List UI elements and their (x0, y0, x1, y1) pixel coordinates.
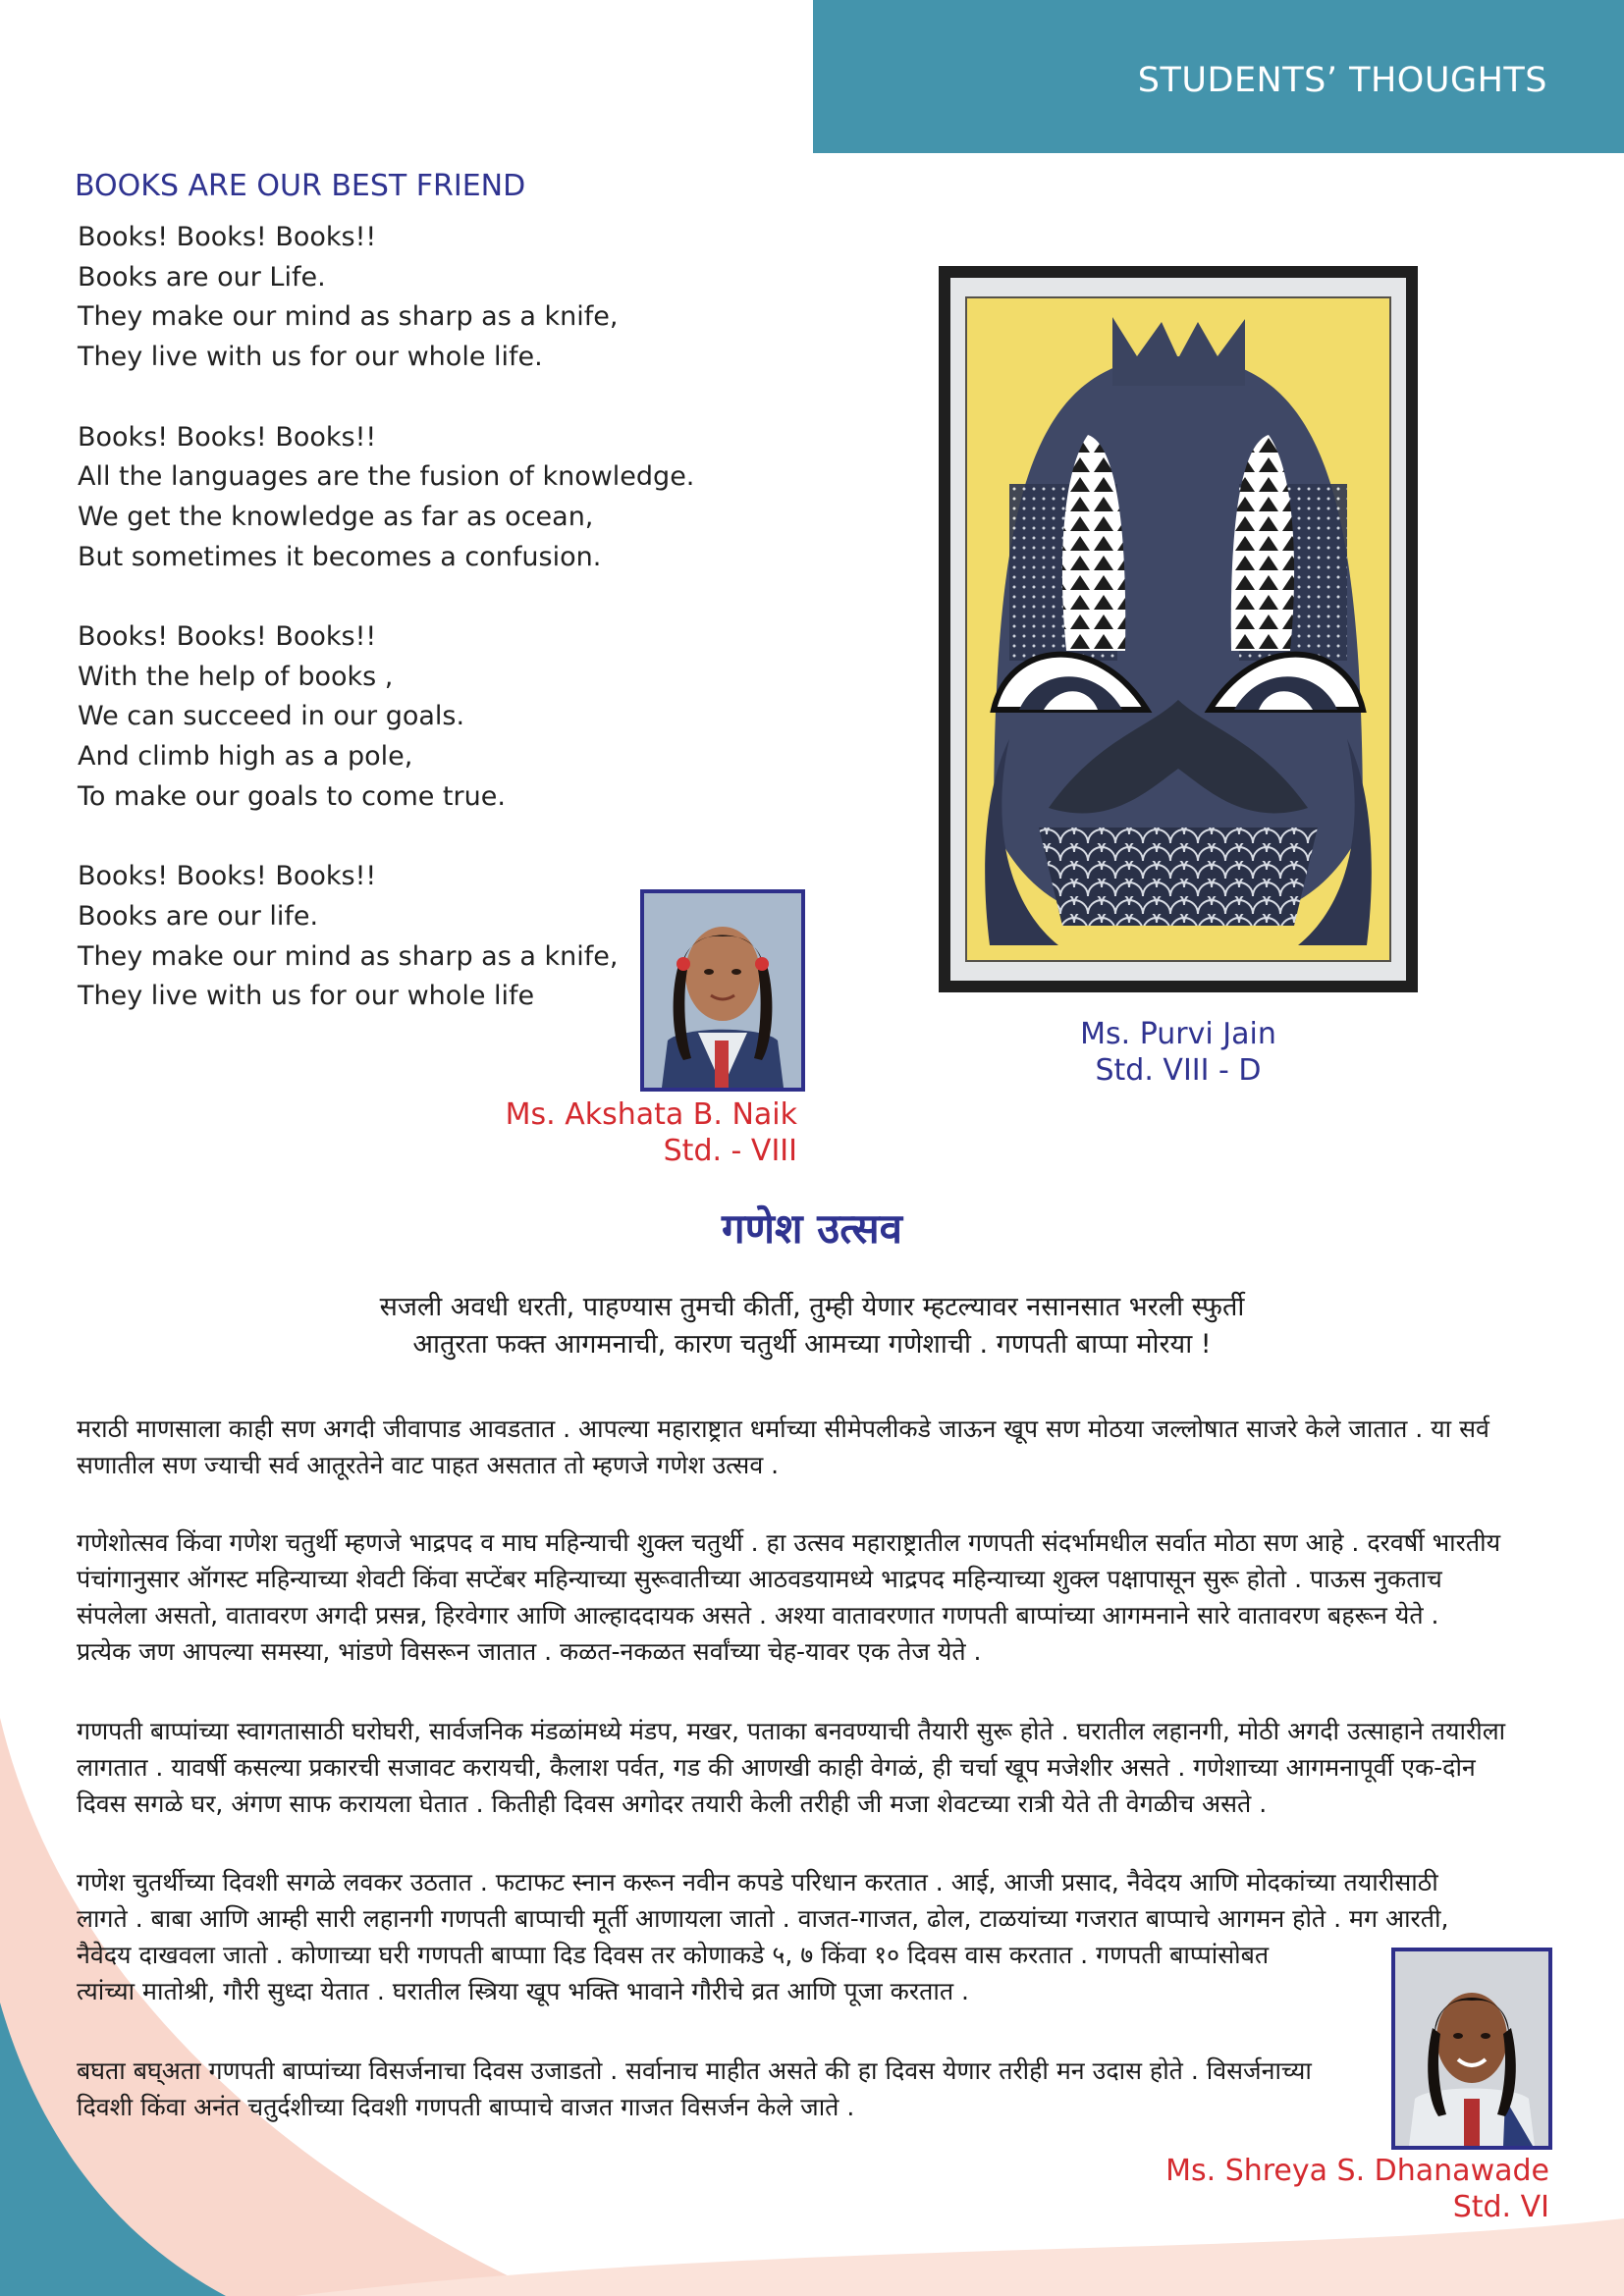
paragraph-line: दिवस सगळे घर, अंगण साफ करायला घेतात . कितीही दिवस अगोदर तयारी केली तरीही जी मजा शेवटच्या रात्री येते ती वेगळीच असते . (77, 1789, 1268, 1818)
poem-author-caption (491, 1096, 797, 1169)
paragraph-line: गणेश चुतर्थीच्या दिवशी सगळे लवकर उठतात . फटाफट स्नान करून नवीन कपडे परिधान करतात . आई, आजी प्रसाद, नैवेदय आणि मोदकांच्या तयारीसाठी (77, 1868, 1438, 1896)
paragraph-line: पंचांगानुसार ऑगस्ट महिन्याच्या शेवटी किंवा सप्टेंबर महिन्याच्या सुरूवातीच्या आठवडयामध्ये भाद्रपद महिन्याच्या शुक्ल पक्षापासून सुरू होतो . पाऊस नुकताच (77, 1565, 1442, 1593)
painting-frame (939, 266, 1418, 992)
marathi-author-caption (1129, 2153, 1549, 2225)
poem-line: They make our mind as sharp as a knife, (78, 301, 619, 333)
couplet-line: सजली अवधी धरती, पाहण्यास तुमची कीर्ती, तुम्ही येणार म्हटल्यावर नसानसात भरली स्फुर्ती (379, 1292, 1245, 1322)
marathi-author-name: Ms. Shreya S. Dhanawade (1165, 2154, 1549, 2188)
paragraph-line: दिवशी किंवा अनंत चतुर्दशीच्या दिवशी गणपती बाप्पाचे वाजत गाजत विसर्जन केले जाते . (77, 2093, 855, 2121)
marathi-couplet (177, 1289, 1447, 1363)
marathi-paragraph (77, 1864, 1549, 2009)
marathi-paragraph (77, 1713, 1549, 1822)
poem-line: Books are our Life. (78, 261, 326, 293)
marathi-article-title: गणेश उत्सव (722, 1204, 902, 1253)
paragraph-line: लागते . बाबा आणि आम्ही सारी लहानगी गणपती बाप्पाची मूर्ती आणायला जातो . वाजत-गाजत, ढोल, टाळयांच्या गजरात बाप्पाचे आगमन होते . मग आरती, (77, 1904, 1449, 1933)
student-photo-shreya (1391, 1948, 1552, 2150)
paragraph-line: गणपती बाप्पांच्या स्वागतासाठी घरोघरी, सार्वजनिक मंडळांमध्ये मंडप, मखर, पताका बनवण्याची तैयारी सुरू होते . घरातील लहानगी, मोठी अगदी उत्साहाने तयारीला (77, 1717, 1506, 1745)
section-title: STUDENTS’ THOUGHTS (1137, 61, 1547, 100)
poem-stanza (78, 418, 706, 578)
paragraph-line: लागतात . यावर्षी कसल्या प्रकारची सजावट करायची, कैलाश पर्वत, गड की आणखी काही वेगळं, ही चर्चा खूप मजेशीर असते . गणेशाच्या आगमनापूर्वी एक-दोन (77, 1753, 1476, 1782)
poem-line: They live with us for our whole life (78, 981, 535, 1012)
poem-line: Books! Books! Books!! (78, 222, 377, 252)
painting-artist-std: Std. VIII - D (1095, 1053, 1262, 1088)
poem-line: They live with us for our whole life. (78, 342, 543, 373)
poem-stanza (78, 218, 706, 378)
paragraph-line: सणातील सण ज्याची सर्व आतूरतेने वाट पाहत असतात तो म्हणजे गणेश उत्सव . (77, 1451, 780, 1479)
poem-line: Books! Books! Books!! (78, 861, 377, 892)
paragraph-line: नैवेदय दाखवला जातो . कोणाच्या घरी गणपती बाप्पाा दिड दिवस तर कोणाकडे ५, ७ किंवा १० दिवस वास करतात . गणपती बाप्पांसोबत (77, 1941, 1270, 1969)
painting-artist-name: Ms. Purvi Jain (1080, 1017, 1276, 1051)
poem-line: But sometimes it becomes a confusion. (78, 541, 602, 572)
poem-line: And climb high as a pole, (78, 741, 413, 773)
poem-stanza (78, 617, 706, 818)
poem-line: All the languages are the fusion of knowledge. (78, 461, 695, 493)
poem-stanza (78, 857, 706, 1017)
poem-line: They make our mind as sharp as a knife, (78, 940, 619, 972)
painting-caption (1031, 1016, 1326, 1089)
poem-line: Books are our life. (78, 900, 319, 932)
poem-line: Books! Books! Books!! (78, 621, 377, 652)
poem-line: Books! Books! Books!! (78, 421, 377, 453)
poem-line: To make our goals to come true. (78, 780, 506, 812)
owl-painting (950, 278, 1406, 981)
paragraph-line: प्रत्येक जण आपल्या समस्या, भांडणे विसरून जातात . कळत-नकळत सर्वांच्या चेह-यावर एक तेज येते . (77, 1637, 982, 1666)
poem-title: BOOKS ARE OUR BEST FRIEND (75, 169, 526, 203)
paragraph-line: मराठी माणसाला काही सण अगदी जीवापाड आवडतात . आपल्या महाराष्ट्रात धर्माच्या सीमेपलीकडे जाऊन खूप सण मोठया जल्लोषात साजरे केले जातात . या सर्व (77, 1415, 1489, 1443)
poem-line: With the help of books , (78, 661, 394, 692)
poem-line: We can succeed in our goals. (78, 701, 465, 732)
marathi-paragraph (77, 1524, 1549, 1670)
poem-author-std: Std. - VIII (663, 1134, 797, 1168)
marathi-paragraph (77, 2053, 1382, 2125)
paragraph-line: बघता बघ्अता गणपती बाप्पांच्या विसर्जनाचा दिवस उजाडतो . सर्वानाच माहीत असते की हा दिवस येणार तरीही मन उदास होते . विसर्जनाच्या (77, 2056, 1312, 2085)
marathi-paragraph (77, 1411, 1549, 1483)
paragraph-line: संपलेला असतो, वातावरण अगदी प्रसन्न, हिरवेगार आणि आल्हाददायक असते . अश्या वातावरणात गणपती बाप्पांच्या आगमनाने सारे वातावरण बहरून येते . (77, 1601, 1439, 1629)
marathi-author-std: Std. VI (1452, 2190, 1549, 2224)
poem-line: We get the knowledge as far as ocean, (78, 501, 594, 532)
student-photo-akshata (640, 889, 805, 1092)
paragraph-line: गणेशोत्सव किंवा गणेश चतुर्थी म्हणजे भाद्रपद व माघ महिन्याची शुक्ल चतुर्थी . हा उत्सव महाराष्ट्रातील गणपती संदर्भामधील सर्वात मोठा सण आहे . दरवर्षी भारतीय (77, 1528, 1501, 1557)
header-band (813, 0, 1624, 153)
poem-body (78, 218, 706, 1057)
peach-wave-bottom (295, 2218, 1624, 2296)
poem-author-name: Ms. Akshata B. Naik (505, 1097, 797, 1132)
paragraph-line: त्यांच्या मातोश्री, गौरी सुध्दा येतात . घरातील स्त्रिया खूप भक्ति भावाने गौरीचे व्रत आणि पूजा करतात . (77, 1977, 969, 2005)
couplet-line: आतुरता फक्त आगमनाची, कारण चतुर्थी आमच्या गणेशाची . गणपती बाप्पा मोरया ! (412, 1329, 1212, 1360)
